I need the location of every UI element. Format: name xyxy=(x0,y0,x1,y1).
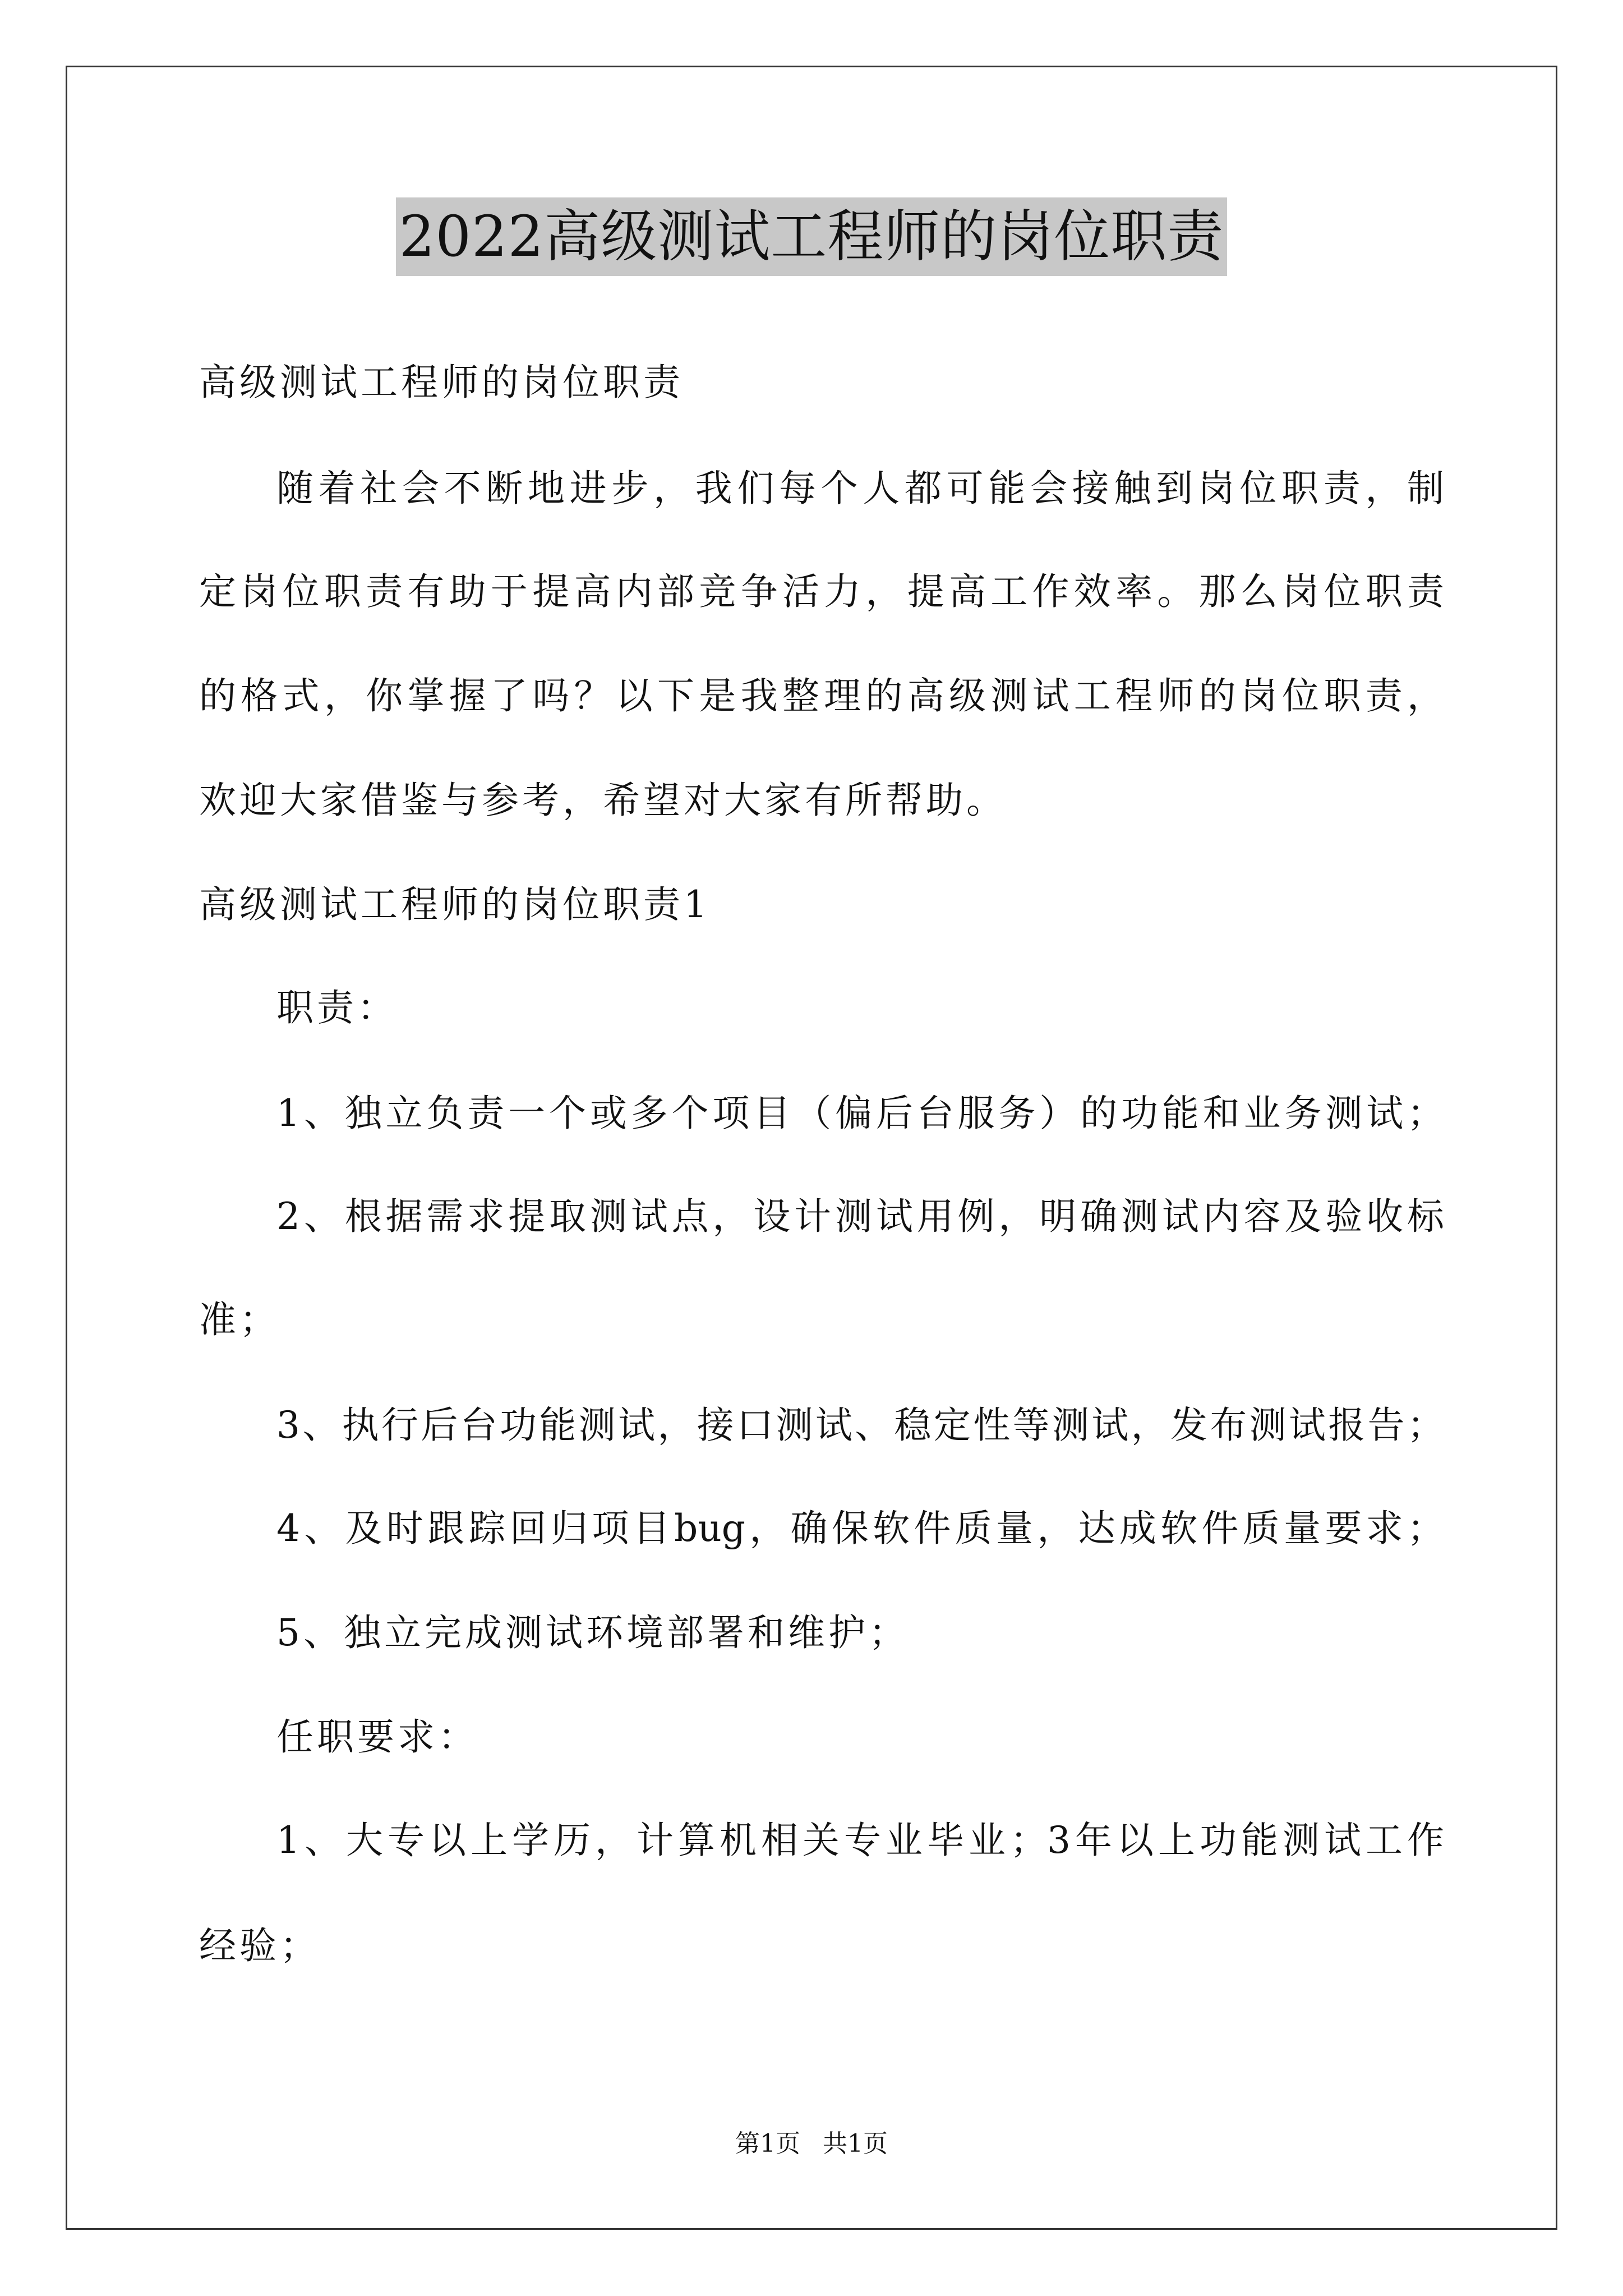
page-number-current: 第1页 xyxy=(735,2129,800,2158)
document-title: 2022高级测试工程师的岗位职责 xyxy=(396,197,1228,276)
paragraph-line: 随着社会不断地进步，我们每个人都可能会接触到岗位职责，制 xyxy=(276,467,1444,510)
paragraph-line: 定岗位职责有助于提高内部竞争活力，提高工作效率。那么岗位职责 xyxy=(199,570,1444,613)
subheading-duties: 职责： xyxy=(276,986,398,1029)
page-number-total: 共1页 xyxy=(823,2129,888,2158)
list-item: 2、根据需求提取测试点，设计测试用例，明确测试内容及验收标 xyxy=(276,1195,1444,1238)
paragraph-line: 的格式，你掌握了吗？以下是我整理的高级测试工程师的岗位职责， xyxy=(199,674,1444,717)
title-area xyxy=(0,197,1623,276)
list-item: 1、独立负责一个或多个项目（偏后台服务）的功能和业务测试； xyxy=(276,1092,1444,1135)
section-heading: 高级测试工程师的岗位职责1 xyxy=(199,883,711,926)
list-item: 1、大专以上学历，计算机相关专业毕业；3年以上功能测试工作 xyxy=(276,1819,1444,1862)
page-footer xyxy=(0,2127,1623,2161)
paragraph-line: 欢迎大家借鉴与参考，希望对大家有所帮助。 xyxy=(199,779,1007,822)
list-item-continuation: 经验； xyxy=(199,1924,320,1967)
section-heading: 高级测试工程师的岗位职责 xyxy=(199,361,684,404)
subheading-requirements: 任职要求： xyxy=(276,1715,478,1759)
list-item-continuation: 准； xyxy=(199,1298,280,1341)
list-item: 3、执行后台功能测试，接口测试、稳定性等测试，发布测试报告； xyxy=(276,1404,1444,1447)
list-item: 4、及时跟踪回归项目bug，确保软件质量，达成软件质量要求； xyxy=(276,1507,1444,1550)
list-item: 5、独立完成测试环境部署和维护； xyxy=(276,1611,909,1654)
